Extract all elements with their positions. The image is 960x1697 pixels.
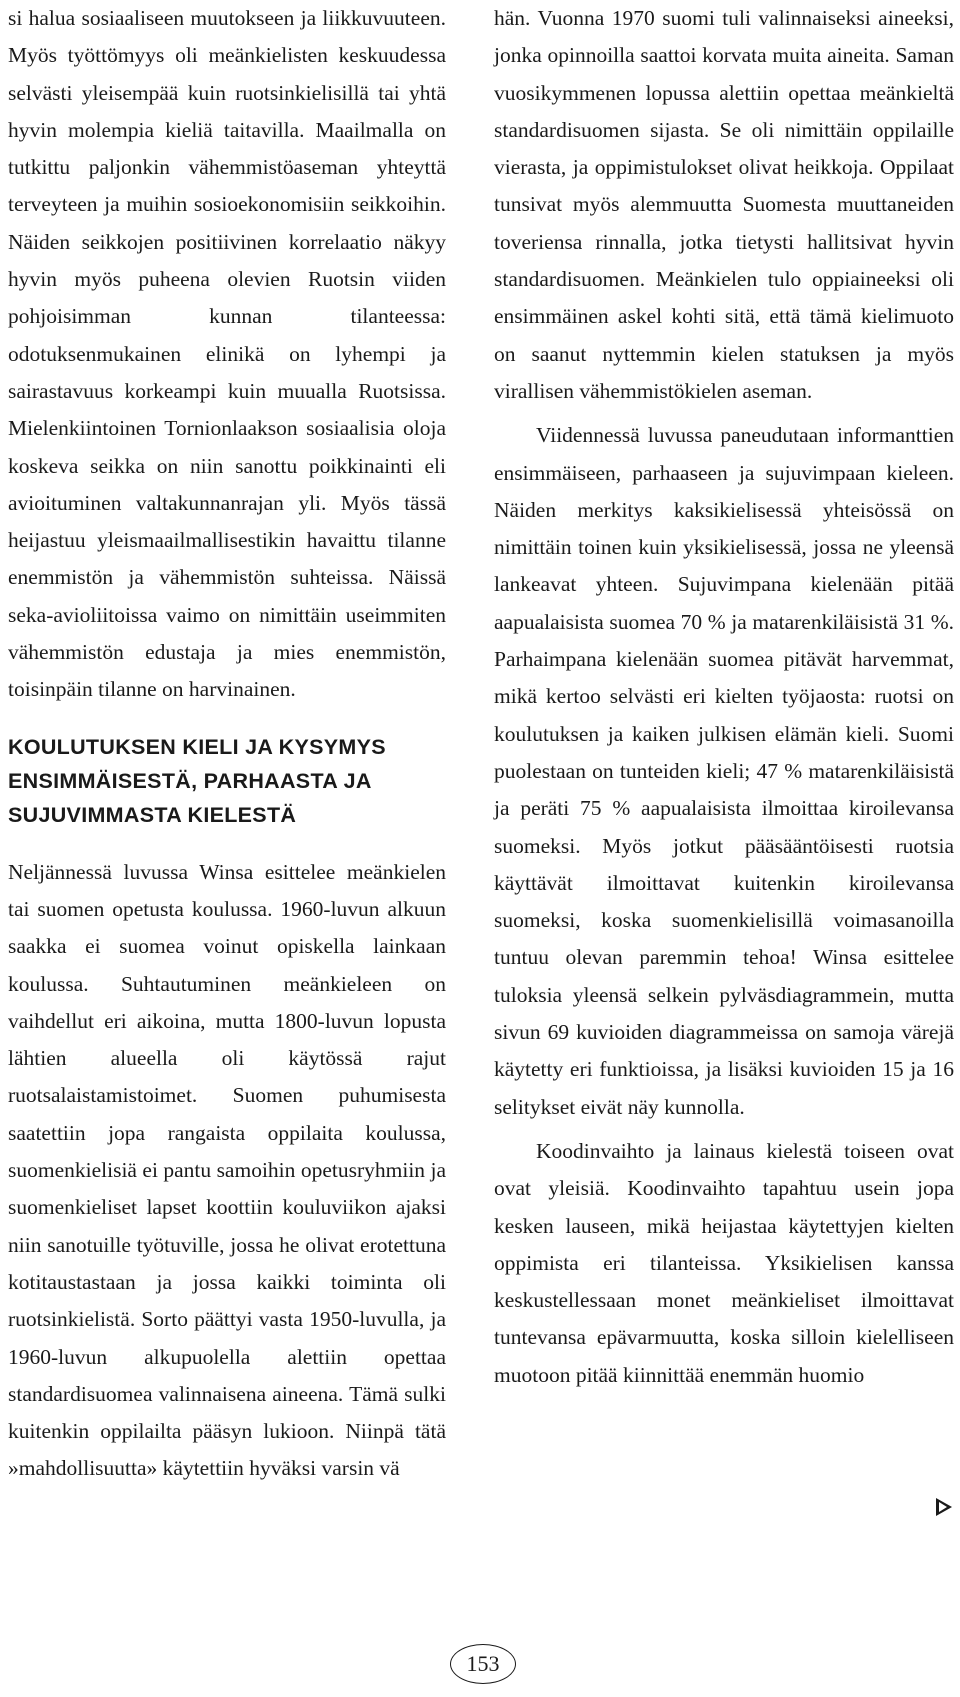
left-column <box>8 0 446 1488</box>
section-heading: KOULUTUKSEN KIELI JA KYSYMYS ENSIMMÄISESTÄ, PARHAASTA JA SUJUVIMMASTA KIELESTÄ <box>8 734 386 827</box>
right-column <box>494 0 954 1394</box>
page-number: 153 <box>450 1644 516 1684</box>
left-paragraph-2: Neljännessä luvussa Winsa esittelee meänkielen tai suomen opetusta koulussa. 1960-luvun alkuun saakka ei suomea voinut opiskella lainkaan koulussa. Suhtautuminen meänkieleen on vaihdellut eri aikoina, mutta 1800-luvun lopusta lähtien alueella oli käytössä rajut ruotsalaistamistoimet. Suomen puhumisesta saatettiin jopa rangaista oppilaita koulussa, suomenkielisiä ei pantu samoihin opetusryhmiin ja suomenkieliset lapset koottiin kouluviikon ajaksi niin sanotuille työtuville, jossa he olivat erotettuna kotitaustastaan ja jossa kaikki toiminta oli ruotsinkielistä. Sorto päättyi vasta 1950-luvulla, ja 1960-luvun alkupuolella alettiin opettaa standardisuomea valinnaisena aineena. Tämä sulki kuitenkin oppilailta pääsyn lukioon. Niinpä tätä »mahdollisuutta» käytettiin hyväksi varsin vä <box>8 859 446 1481</box>
right-paragraph-1: hän. Vuonna 1970 suomi tuli valinnaiseksi aineeksi, jonka opinnoilla saattoi korvata muita aineita. Saman vuosikymmenen lopussa alettiin opettaa meänkieltä standardisuomen sijasta. Se oli nimittäin oppilaille vierasta, ja oppimistulokset olivat heikkoja. Oppilaat tunsivat myös alemmuutta Suomesta muuttaneiden toveriensa rinnalla, jotka tietysti hallitsivat hyvin standardisuomen. Meänkielen tulo oppiaineeksi oli ensimmäinen askel kohti sitä, että tämä kielimuoto on saanut nyttemmin kielen statuksen ja myös virallisen vähemmistökielen aseman. <box>494 6 954 403</box>
left-paragraph-1: si halua sosiaaliseen muutokseen ja liikkuvuuteen. Myös työttömyys oli meänkielisten keskuudessa selvästi yleisempää kuin ruotsinkielisillä tai yhtä hyvin molempia kieliä taitavilla. Maailmalla on tutkittu paljonkin vähemmistöaseman yhteyttä terveyteen ja muihin sosioekonomisiin seikkoihin. Näiden seikkojen positiivinen korrelaatio näkyy hyvin myös puheena olevien Ruotsin viiden pohjoisimman kunnan tilanteessa: odotuksenmukainen elinikä on lyhempi ja sairastavuus korkeampi kuin muualla Ruotsissa. Mielenkiintoinen Tornionlaakson sosiaalisia oloja koskeva seikka on niin sanottu poikkinainti eli avioituminen valtakunnanrajan yli. Myös tässä heijastuu yleismaailmallisestikin havaittu tilanne enemmistön ja vähemmistön suhteissa. Näissä seka-avioliitoissa vaimo on nimittäin useimmiten vähemmistön edustaja ja mies enemmistön, toisinpäin tilanne on harvinainen. <box>8 6 446 702</box>
continue-arrow-icon <box>936 1498 952 1516</box>
right-paragraph-2: Viidennessä luvussa paneudutaan informanttien ensimmäiseen, parhaaseen ja sujuvimpaan kieleen. Näiden merkitys kaksikielisessä yhteisössä on nimittäin toinen kuin yksikielisessä, jossa ne yleensä lankeavat yhteen. Sujuvimpana kielenään pitää aapualaisista suomea 70 % ja matarenkiläisistä 31 %. Parhaimpana kielenään suomea pitävät harvemmat, mikä kertoo selvästi eri kielten työjaosta: ruotsi on koulutuksen ja kaiken julkisen elämän kieli. Suomi puolestaan on tunteiden kieli; 47 % matarenkiläisistä ja peräti 75 % aapualaisista ilmoittaa kiroilevansa suomeksi. Myös jotkut pääsääntöisesti ruotsia käyttävät ilmoittavat kuitenkin kiroilevansa suomeksi, koska suomenkielisillä voimasanoilla tuntuu olevan paremmin tehoa! Winsa esittelee tuloksia yleensä selkein pylväsdiagrammein, mutta sivun 69 kuvioiden diagrammeissa on samoja värejä käytetty eri funktioissa, ja lisäksi kuvioiden 15 ja 16 selitykset eivät näy kunnolla. <box>494 423 954 1119</box>
right-paragraph-3: Koodinvaihto ja lainaus kielestä toiseen ovat ovat yleisiä. Koodinvaihto tapahtuu usein jopa kesken lauseen, mikä heijastaa käytettyjen kielten oppimista eri tilanteissa. Yksikielisen kanssa keskustellessaan monet meänkieliset ilmoittavat tuntevansa epävarmuutta, koska silloin kielelliseen muotoon pitää kiinnittää enemmän huomio <box>494 1138 954 1387</box>
